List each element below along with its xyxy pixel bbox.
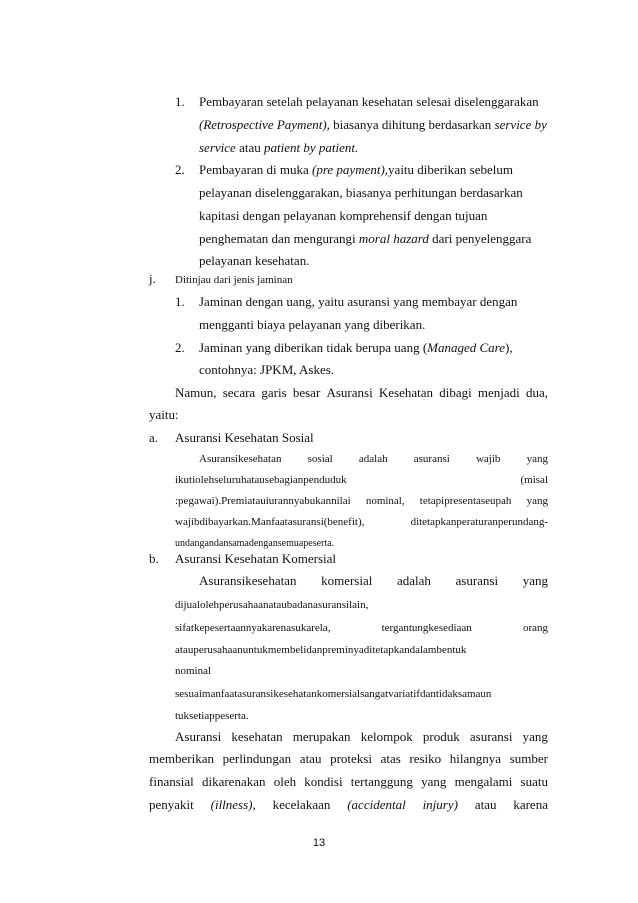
text-line: mengganti biaya pelayanan yang diberikan. — [199, 317, 426, 332]
list-number: 2. — [175, 162, 185, 177]
text-line: dijualolehperusahaanataubadanasuransilain, — [175, 599, 369, 611]
text-line: Jaminan dengan uang, yaitu asuransi yang membayar dengan — [199, 294, 518, 309]
text-line: kapitasi dengan pelayanan komprehensif dengan tujuan — [199, 208, 488, 223]
text-line-justified: sifatkepesertaannyakarenasukarela, tergantungkesediaan orang — [175, 622, 548, 634]
text-line-justified: :pegawai).Premiatauiurannyabukannilai nominal, tetapipresentaseupah yang — [175, 495, 548, 507]
text-line: tuksetiappeserta. — [175, 710, 249, 722]
section-heading: Asuransi Kesehatan Sosial — [175, 430, 314, 445]
text-line: Pembayaran setelah pelayanan kesehatan selesai diselenggarakan — [199, 94, 539, 109]
text-line: undangandansamadengansemuapeserta. — [175, 538, 335, 549]
list-number: 1. — [175, 294, 185, 309]
text-line-justified: Asuransikesehatan sosial adalah asuransi wajib yang — [199, 453, 548, 465]
section-letter: a. — [149, 430, 159, 445]
text-line-justified: wajibdibayarkan.Manfaatasuransi(benefit), ditetapkanperaturanperundang- — [175, 516, 548, 528]
list-number: 2. — [175, 340, 185, 355]
text-line-justified: penyakit (illness), kecelakaan (accidental injury) atau karena — [149, 797, 548, 812]
text-line: Jaminan yang diberikan tidak berupa uang (Managed Care), — [199, 340, 513, 355]
page-number: 13 — [312, 837, 326, 849]
text-line: pelayanan kesehatan. — [199, 253, 310, 268]
list-number: 1. — [175, 94, 185, 109]
text-line: pelayanan diselenggarakan, biasanya perhitungan berdasarkan — [199, 185, 523, 200]
text-line-justified: Namun, secara garis besar Asuransi Kesehatan dibagi menjadi dua, — [175, 385, 548, 400]
text-line: service atau patient by patient. — [199, 140, 359, 155]
text-line: Pembayaran di muka (pre payment),yaitu diberikan sebelum — [199, 162, 513, 177]
text-line: sesuaimanfaatasuransikesehatankomersialsangatvariatifdantidaksamaun — [175, 688, 492, 700]
text-line: atauperusahaanuntukmembelidanpreminyaditetapkandalambentuk — [175, 644, 467, 656]
text-line: yaitu: — [149, 407, 179, 422]
text-line: nominal — [175, 665, 212, 677]
section-letter: b. — [149, 551, 159, 566]
text-line-justified: ikutiolehseluruhatausebagianpenduduk (misal — [175, 474, 548, 486]
text-line-justified: Asuransi kesehatan merupakan kelompok produk asuransi yang — [175, 729, 548, 744]
text-line-justified: Asuransikesehatan komersial adalah asuransi yang — [199, 573, 548, 588]
text-line: (Retrospective Payment), biasanya dihitung berdasarkan service by — [199, 117, 547, 132]
text-line-justified: memberikan perlindungan atau proteksi atas resiko hilangnya sumber — [149, 751, 548, 766]
section-heading: Ditinjau dari jenis jaminan — [175, 274, 293, 286]
text-line: penghematan dan mengurangi moral hazard dari penyelenggara — [199, 231, 532, 246]
text-line: contohnya: JPKM, Askes. — [199, 362, 335, 377]
section-letter: j. — [149, 271, 156, 286]
section-heading: Asuransi Kesehatan Komersial — [175, 551, 337, 566]
text-line-justified: finansial dikarenakan oleh kondisi tertanggung yang mengalami suatu — [149, 774, 548, 789]
